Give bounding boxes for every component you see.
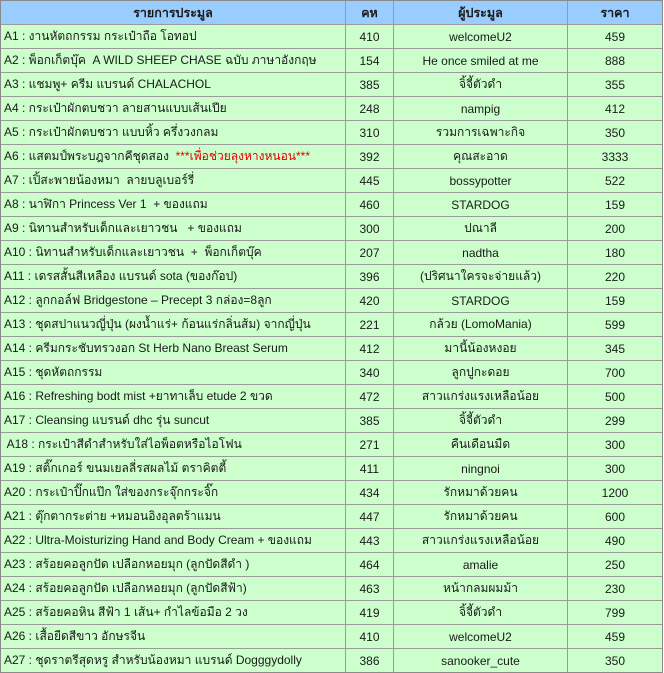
- item-text: A26 : เสื้อยืดสีขาว อักษรจีน: [4, 629, 146, 643]
- price-cell: 412: [568, 97, 662, 121]
- item-cell: [1, 577, 346, 601]
- item-text: A7 : เปิ้สะพายน้องหมา ลายบลูเบอร์รี่: [4, 173, 195, 187]
- item-cell: [1, 145, 346, 169]
- price-cell: 159: [568, 289, 662, 313]
- item-text: A27 : ชุดราตรีสุดหรู สำหรับน้องหมา แบรนด์ Dogggydolly: [4, 653, 302, 667]
- bidder-cell: STARDOG: [394, 193, 568, 217]
- qty-cell: 472: [346, 385, 394, 409]
- table-row: [1, 313, 662, 337]
- table-body: [1, 25, 662, 672]
- price-cell: 599: [568, 313, 662, 337]
- qty-cell: 396: [346, 265, 394, 289]
- bidder-cell: He once smiled at me: [394, 49, 568, 73]
- bidder-cell: (ปริศนาใครจะจ่ายแล้ว): [394, 265, 568, 289]
- item-cell: [1, 529, 346, 553]
- header-item: รายการประมูล: [1, 1, 346, 25]
- item-text: A13 : ชุดสปาแนวญี่ปุ่น (ผงน้ำแร่+ ก้อนแร่กลิ่นส้ม) จากญี่ปุ่น: [4, 317, 311, 331]
- table-row: [1, 601, 662, 625]
- table-row: [1, 73, 662, 97]
- item-cell: [1, 505, 346, 529]
- item-text: A14 : ครีมกระชับทรวงอก St Herb Nano Breast Serum: [4, 341, 288, 355]
- bidder-cell: หน้ากลมผมม้า: [394, 577, 568, 601]
- item-cell: [1, 313, 346, 337]
- bidder-cell: welcomeU2: [394, 625, 568, 649]
- item-text: A19 : สติ๊กเกอร์ ขนมเยลลี่รสผลไม้ ตราคิตตี้: [4, 461, 227, 475]
- item-text: A17 : Cleansing แบรนด์ dhc รุ่น suncut: [4, 413, 210, 427]
- item-cell: [1, 649, 346, 672]
- qty-cell: 207: [346, 241, 394, 265]
- bidder-cell: sanooker_cute: [394, 649, 568, 672]
- item-cell: [1, 385, 346, 409]
- qty-cell: 386: [346, 649, 394, 672]
- header-qty: คห: [346, 1, 394, 25]
- item-text: A12 : ลูกกอล์ฟ Bridgestone – Precept 3 กล่อง=8ลูก: [4, 293, 272, 307]
- table-row: [1, 265, 662, 289]
- qty-cell: 248: [346, 97, 394, 121]
- qty-cell: 464: [346, 553, 394, 577]
- price-cell: 250: [568, 553, 662, 577]
- item-text: A16 : Refreshing bodt mist +ยาทาเล็บ etude 2 ขวด: [4, 389, 273, 403]
- bidder-cell: รวมการเฉพาะกิจ: [394, 121, 568, 145]
- item-text: A15 : ชุดหัตถกรรม: [4, 365, 103, 379]
- bidder-cell: welcomeU2: [394, 25, 568, 49]
- price-cell: 459: [568, 625, 662, 649]
- table-row: [1, 385, 662, 409]
- header-price: ราคา: [568, 1, 662, 25]
- item-cell: [1, 265, 346, 289]
- item-cell: [1, 25, 346, 49]
- price-cell: 490: [568, 529, 662, 553]
- table-row: [1, 457, 662, 481]
- item-text: A6 : แสตมป์พระบฎจากคีชุดสอง: [4, 149, 176, 163]
- item-text: A5 : กระเป๋าผักตบชวา แบบหิ้ว ครึ่งวงกลม: [4, 125, 219, 139]
- bidder-cell: bossypotter: [394, 169, 568, 193]
- item-text: A25 : สร้อยคอหิน สีฟ้า 1 เส้น+ กำไลข้อมือ 2 วง: [4, 605, 248, 619]
- item-cell: [1, 121, 346, 145]
- item-cell: [1, 289, 346, 313]
- bidder-cell: กล้วย (LomoMania): [394, 313, 568, 337]
- table-row: [1, 145, 662, 169]
- qty-cell: 447: [346, 505, 394, 529]
- bidder-cell: STARDOG: [394, 289, 568, 313]
- item-cell: [1, 409, 346, 433]
- price-cell: 345: [568, 337, 662, 361]
- bidder-cell: คืนเดือนมืด: [394, 433, 568, 457]
- price-cell: 3333: [568, 145, 662, 169]
- qty-cell: 443: [346, 529, 394, 553]
- table-row: [1, 409, 662, 433]
- item-text: A22 : Ultra-Moisturizing Hand and Body Cream + ของแถม: [4, 533, 312, 547]
- qty-cell: 310: [346, 121, 394, 145]
- table-row: [1, 625, 662, 649]
- item-cell: [1, 241, 346, 265]
- item-cell: [1, 97, 346, 121]
- item-text: A23 : สร้อยคอลูกปัด เปลือกหอยมุก (ลูกปัดสีดำ ): [4, 557, 250, 571]
- price-cell: 220: [568, 265, 662, 289]
- price-cell: 230: [568, 577, 662, 601]
- bidder-cell: ลูกปูกะดอย: [394, 361, 568, 385]
- bidder-cell: สาวแกร่งแรงเหลือน้อย: [394, 529, 568, 553]
- item-cell: [1, 457, 346, 481]
- table-row: [1, 529, 662, 553]
- item-cell: [1, 193, 346, 217]
- table-row: [1, 433, 662, 457]
- header-bidder: ผู้ประมูล: [394, 1, 568, 25]
- item-text: A20 : กระเป๋าปิ๊กแป๊ก ใส่ของกระจุ๊กกระจิ๊ก: [4, 485, 219, 499]
- table-row: [1, 49, 662, 73]
- table-row: [1, 337, 662, 361]
- bidder-cell: amalie: [394, 553, 568, 577]
- qty-cell: 154: [346, 49, 394, 73]
- price-cell: 1200: [568, 481, 662, 505]
- item-cell: [1, 73, 346, 97]
- table-row: [1, 241, 662, 265]
- qty-cell: 340: [346, 361, 394, 385]
- qty-cell: 411: [346, 457, 394, 481]
- item-cell: [1, 217, 346, 241]
- item-note: ***เพื่อช่วยลุงหางหนอน***: [175, 149, 310, 163]
- item-text: A3 : แชมพู+ ครีม แบรนด์ CHALACHOL: [4, 77, 211, 91]
- bidder-cell: ปณาลี: [394, 217, 568, 241]
- bidder-cell: รักหมาด้วยคน: [394, 481, 568, 505]
- table-header-row: [1, 1, 662, 25]
- item-cell: [1, 625, 346, 649]
- qty-cell: 420: [346, 289, 394, 313]
- item-text: A21 : ตุ๊กตากระต่าย +หมอนอิงอุลตร้าแมน: [4, 509, 221, 523]
- price-cell: 459: [568, 25, 662, 49]
- qty-cell: 445: [346, 169, 394, 193]
- price-cell: 299: [568, 409, 662, 433]
- item-cell: [1, 553, 346, 577]
- price-cell: 300: [568, 457, 662, 481]
- item-cell: [1, 601, 346, 625]
- qty-cell: 385: [346, 409, 394, 433]
- qty-cell: 460: [346, 193, 394, 217]
- item-text: A18 : กระเป๋าสีดำสำหรับใส่ไอพ็อตหรือไอโฟน: [4, 437, 242, 451]
- bidder-cell: รักหมาด้วยคน: [394, 505, 568, 529]
- table-row: [1, 121, 662, 145]
- qty-cell: 385: [346, 73, 394, 97]
- bidder-cell: คุณสะอาด: [394, 145, 568, 169]
- qty-cell: 300: [346, 217, 394, 241]
- qty-cell: 434: [346, 481, 394, 505]
- item-text: A8 : นาฬิกา Princess Ver 1 + ของแถม: [4, 197, 208, 211]
- qty-cell: 419: [346, 601, 394, 625]
- bidder-cell: จิ้จี้ตัวดำ: [394, 409, 568, 433]
- item-text: A11 : เดรสสั้นสีเหลือง แบรนด์ sota (ของก๊อป): [4, 269, 238, 283]
- price-cell: 350: [568, 649, 662, 672]
- bidder-cell: nadtha: [394, 241, 568, 265]
- price-cell: 180: [568, 241, 662, 265]
- table-row: [1, 97, 662, 121]
- table-row: [1, 169, 662, 193]
- bidder-cell: ningnoi: [394, 457, 568, 481]
- item-cell: [1, 169, 346, 193]
- table-row: [1, 25, 662, 49]
- table-row: [1, 505, 662, 529]
- qty-cell: 221: [346, 313, 394, 337]
- price-cell: 159: [568, 193, 662, 217]
- table-row: [1, 553, 662, 577]
- item-text: A10 : นิทานสำหรับเด็กและเยาวชน + พ็อกเก็ตบุ๊ค: [4, 245, 262, 259]
- price-cell: 355: [568, 73, 662, 97]
- item-cell: [1, 337, 346, 361]
- price-cell: 522: [568, 169, 662, 193]
- price-cell: 300: [568, 433, 662, 457]
- item-text: A24 : สร้อยคอลูกปัด เปลือกหอยมุก (ลูกปัดสีฟ้า): [4, 581, 247, 595]
- price-cell: 700: [568, 361, 662, 385]
- table-row: [1, 361, 662, 385]
- item-cell: [1, 481, 346, 505]
- table-row: [1, 577, 662, 601]
- item-cell: [1, 49, 346, 73]
- table-row: [1, 289, 662, 313]
- item-text: A2 : พ็อกเก็ตบุ๊ค A WILD SHEEP CHASE ฉบับ ภาษาอังกฤษ: [4, 53, 317, 67]
- bidder-cell: nampig: [394, 97, 568, 121]
- price-cell: 350: [568, 121, 662, 145]
- item-cell: [1, 361, 346, 385]
- item-text: A9 : นิทานสำหรับเด็กและเยาวชน + ของแถม: [4, 221, 242, 235]
- bidder-cell: จิ้จี้ตัวดำ: [394, 601, 568, 625]
- table-row: [1, 217, 662, 241]
- bidder-cell: สาวแกร่งแรงเหลือน้อย: [394, 385, 568, 409]
- bidder-cell: มานี้น้องหงอย: [394, 337, 568, 361]
- price-cell: 600: [568, 505, 662, 529]
- qty-cell: 410: [346, 625, 394, 649]
- table-row: [1, 649, 662, 672]
- price-cell: 799: [568, 601, 662, 625]
- qty-cell: 392: [346, 145, 394, 169]
- table-row: [1, 193, 662, 217]
- bidder-cell: จิ้จี้ตัวดำ: [394, 73, 568, 97]
- price-cell: 500: [568, 385, 662, 409]
- item-text: A4 : กระเป๋าผักตบชวา ลายสานแบบเส้นเปีย: [4, 101, 227, 115]
- qty-cell: 412: [346, 337, 394, 361]
- price-cell: 200: [568, 217, 662, 241]
- qty-cell: 463: [346, 577, 394, 601]
- item-text: A1 : งานหัตถกรรม กระเป๋าถือ โอทอป: [4, 29, 197, 43]
- item-cell: [1, 433, 346, 457]
- qty-cell: 410: [346, 25, 394, 49]
- qty-cell: 271: [346, 433, 394, 457]
- price-cell: 888: [568, 49, 662, 73]
- table-row: [1, 481, 662, 505]
